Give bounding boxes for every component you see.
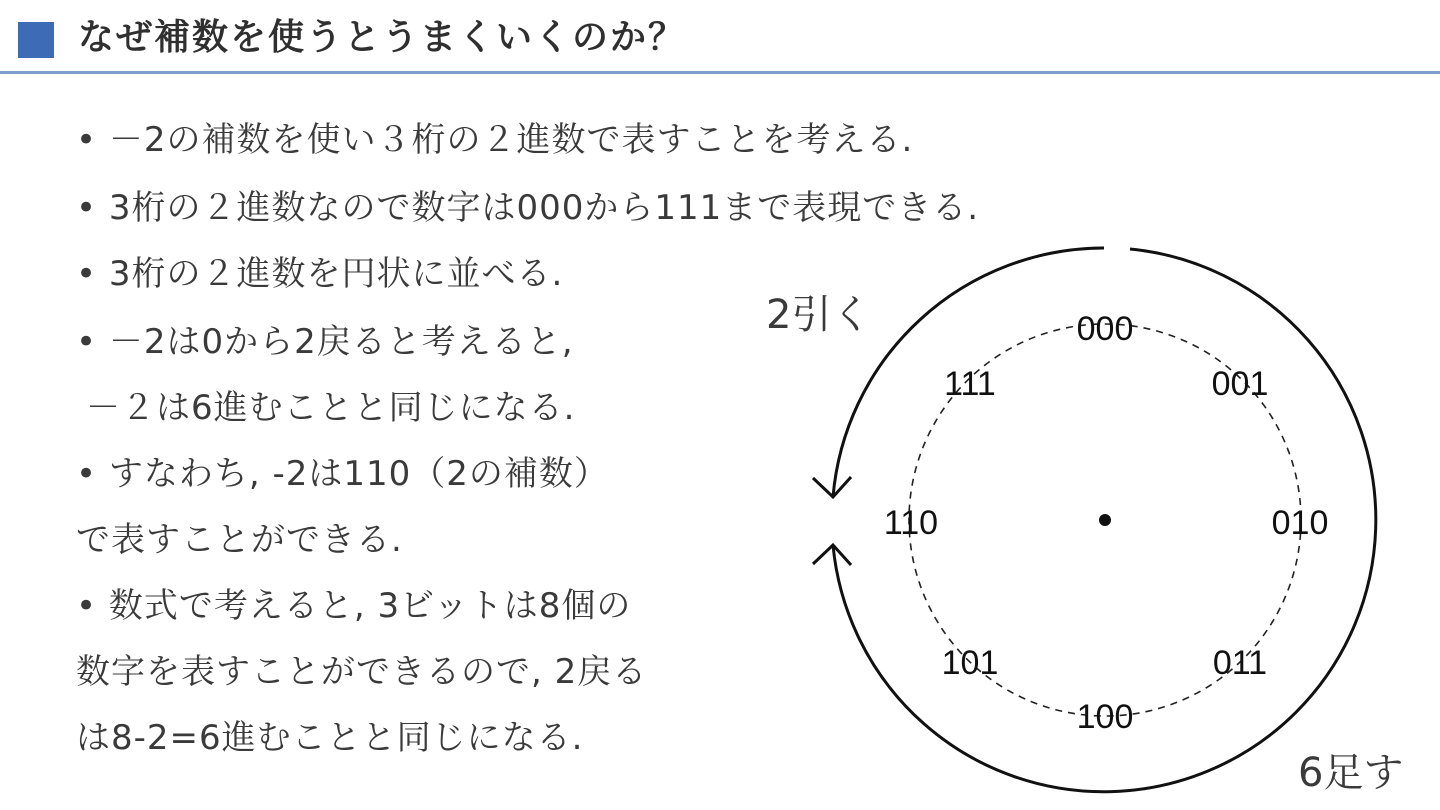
bullet-line-4: • －2は0から2戻ると考えると, [76,322,574,362]
add-label: 6足す [1298,750,1404,796]
center-dot [1099,514,1111,526]
node-label-000: 000 [1076,310,1134,348]
bullet-line-3: • 3桁の２進数を円状に並べる. [76,254,564,294]
node-label-111: 111 [944,365,996,403]
bullet-line-10: は8-2=6進むことと同じになる. [76,718,584,758]
node-label-101: 101 [941,644,999,682]
bullet-line-7: で表すことができる. [76,520,403,560]
page-title: なぜ補数を使うとうまくいくのか？ [78,17,687,58]
node-label-001: 001 [1211,365,1269,403]
bullet-line-6: • すなわち, -2は110（2の補数） [76,454,609,494]
bullet-line-9: 数字を表すことができるので, 2戻る [76,652,648,692]
node-label-011: 011 [1212,644,1268,682]
bullet-line-5: －２は6進むことと同じになる. [86,388,576,428]
bullet-line-2: • 3桁の２進数なので数字は000から111まで表現できる. [76,188,980,228]
node-label-100: 100 [1076,698,1134,736]
bullet-line-8: • 数式で考えると, 3ビットは8個の [76,586,632,626]
add-arrowhead [813,545,851,565]
node-label-010: 010 [1271,504,1329,542]
node-label-110: 110 [883,504,939,542]
bullet-line-1: • －2の補数を使い３桁の２進数で表すことを考える. [76,120,914,160]
subtract-label: 2引く [766,292,872,338]
subtract-arrowhead [813,477,851,497]
